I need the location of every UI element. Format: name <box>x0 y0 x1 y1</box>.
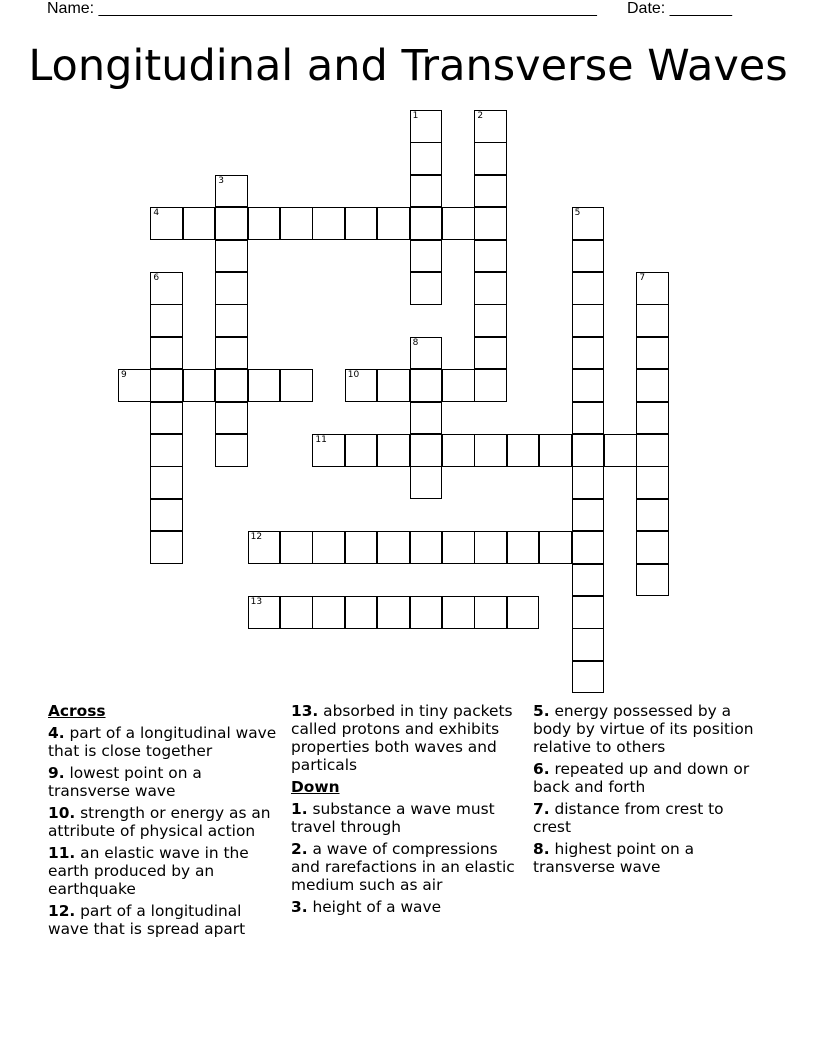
crossword-cell[interactable] <box>507 596 540 629</box>
crossword-cell[interactable] <box>410 337 443 370</box>
crossword-cell[interactable] <box>410 272 443 305</box>
cell-number: 12 <box>250 532 263 543</box>
crossword-cell[interactable] <box>442 434 475 467</box>
date-field-line: Date: _______ <box>627 0 732 17</box>
clue-number: 12. <box>48 902 76 920</box>
crossword-cell[interactable] <box>312 596 345 629</box>
clue-text: a wave of compressions and rarefactions in an elastic medium such as air <box>291 840 515 894</box>
cell-number: 2 <box>477 111 484 121</box>
clue-item <box>48 724 280 760</box>
clue-item <box>291 800 523 836</box>
crossword-cell[interactable] <box>150 272 183 305</box>
clue-item <box>533 702 765 756</box>
crossword-cell[interactable] <box>572 369 605 402</box>
crossword-cell[interactable] <box>345 596 378 629</box>
crossword-cell[interactable] <box>248 207 281 240</box>
crossword-cell[interactable] <box>215 337 248 370</box>
crossword-cell[interactable] <box>474 175 507 208</box>
cell-number: 9 <box>121 370 127 381</box>
clue-number: 9. <box>48 764 65 782</box>
crossword-cell[interactable] <box>572 402 605 435</box>
clue-item <box>533 760 765 796</box>
down-heading: Down <box>291 778 340 796</box>
crossword-cell[interactable] <box>636 564 669 597</box>
crossword-cell[interactable] <box>215 369 248 402</box>
clue-column-3 <box>533 702 765 880</box>
crossword-cell[interactable] <box>572 564 605 597</box>
crossword-cell[interactable] <box>248 531 281 564</box>
crossword-cell[interactable] <box>572 337 605 370</box>
crossword-cell[interactable] <box>410 207 443 240</box>
clue-number: 13. <box>291 702 319 720</box>
crossword-cell[interactable] <box>410 240 443 273</box>
name-field-line: Name: ________________________________________________________ <box>47 0 597 17</box>
clue-item <box>48 764 280 800</box>
crossword-cell[interactable] <box>572 466 605 499</box>
crossword-cell[interactable] <box>312 207 345 240</box>
crossword-cell[interactable] <box>539 531 572 564</box>
crossword-cell[interactable] <box>215 304 248 337</box>
clue-number: 6. <box>533 760 550 778</box>
crossword-cell[interactable] <box>150 304 183 337</box>
crossword-cell[interactable] <box>474 240 507 273</box>
clue-item <box>48 844 280 898</box>
crossword-cell[interactable] <box>572 434 605 467</box>
clue-item <box>48 804 280 840</box>
clue-number: 2. <box>291 840 308 858</box>
crossword-cell[interactable] <box>442 369 475 402</box>
crossword-cell[interactable] <box>442 531 475 564</box>
clue-number: 3. <box>291 898 308 916</box>
crossword-cell[interactable] <box>572 628 605 661</box>
crossword-cell[interactable] <box>572 272 605 305</box>
clue-text: substance a wave must travel through <box>291 800 495 836</box>
clue-text: repeated up and down or back and forth <box>533 760 750 796</box>
crossword-cell[interactable] <box>410 531 443 564</box>
crossword-cell[interactable] <box>345 434 378 467</box>
cell-number: 13 <box>250 597 263 607</box>
crossword-cell[interactable] <box>474 207 507 240</box>
crossword-cell[interactable] <box>215 207 248 240</box>
crossword-cell[interactable] <box>442 207 475 240</box>
crossword-cell[interactable] <box>345 531 378 564</box>
crossword-cell[interactable] <box>248 369 281 402</box>
crossword-cell[interactable] <box>150 531 183 564</box>
crossword-cell[interactable] <box>636 434 669 467</box>
crossword-cell[interactable] <box>572 207 605 240</box>
clue-item <box>533 800 765 836</box>
crossword-cell[interactable] <box>474 337 507 370</box>
crossword-cell[interactable] <box>150 434 183 467</box>
crossword-cell[interactable] <box>377 596 410 629</box>
clue-column-2 <box>291 702 523 920</box>
crossword-cell[interactable] <box>248 596 281 629</box>
crossword-cell[interactable] <box>474 369 507 402</box>
crossword-cell[interactable] <box>150 402 183 435</box>
crossword-cell[interactable] <box>150 337 183 370</box>
crossword-cell[interactable] <box>507 531 540 564</box>
crossword-cell[interactable] <box>410 402 443 435</box>
crossword-cell[interactable] <box>474 110 507 143</box>
cell-number: 10 <box>347 370 360 381</box>
clue-number: 10. <box>48 804 76 822</box>
crossword-cell[interactable] <box>150 499 183 532</box>
crossword-cell[interactable] <box>410 110 443 143</box>
clue-text: part of a longitudinal wave that is spread apart <box>48 902 246 938</box>
crossword-cell[interactable] <box>377 369 410 402</box>
crossword-cell[interactable] <box>636 337 669 370</box>
crossword-cell[interactable] <box>474 531 507 564</box>
crossword-cell[interactable] <box>636 369 669 402</box>
cell-number: 3 <box>218 175 224 186</box>
across-clue-list-continued <box>291 702 523 774</box>
clue-text: strength or energy as an attribute of physical action <box>48 804 271 840</box>
cell-number: 11 <box>315 435 327 445</box>
page-title: Longitudinal and Transverse Waves <box>28 41 788 91</box>
across-heading: Across <box>48 702 106 720</box>
crossword-cell[interactable] <box>312 434 345 467</box>
clue-number: 7. <box>533 800 550 818</box>
clue-item <box>533 840 765 876</box>
clue-item <box>48 902 280 938</box>
clue-text: highest point on a transverse wave <box>533 840 695 876</box>
crossword-cell[interactable] <box>215 272 248 305</box>
crossword-cell[interactable] <box>442 596 475 629</box>
clue-number: 5. <box>533 702 550 720</box>
crossword-cell[interactable] <box>572 661 605 694</box>
crossword-cell[interactable] <box>507 434 540 467</box>
cell-number: 6 <box>153 273 160 283</box>
crossword-cell[interactable] <box>572 596 605 629</box>
clue-item <box>291 840 523 894</box>
crossword-cell[interactable] <box>410 434 443 467</box>
crossword-cell[interactable] <box>474 142 507 175</box>
crossword-cell[interactable] <box>410 175 443 208</box>
down-clue-list <box>291 800 523 916</box>
clue-number: 8. <box>533 840 550 858</box>
crossword-cell[interactable] <box>215 402 248 435</box>
crossword-cell[interactable] <box>474 304 507 337</box>
crossword-cell[interactable] <box>345 369 378 402</box>
crossword-cell[interactable] <box>377 531 410 564</box>
crossword-cell[interactable] <box>280 207 313 240</box>
crossword-cell[interactable] <box>474 272 507 305</box>
clue-number: 11. <box>48 844 76 862</box>
crossword-cell[interactable] <box>280 531 313 564</box>
crossword-cell[interactable] <box>636 402 669 435</box>
cell-number: 5 <box>574 208 581 219</box>
across-clue-list <box>48 724 280 938</box>
crossword-cell[interactable] <box>410 142 443 175</box>
crossword-cell[interactable] <box>150 207 183 240</box>
crossword-cell[interactable] <box>636 466 669 499</box>
crossword-cell[interactable] <box>410 466 443 499</box>
cell-number: 4 <box>153 208 160 219</box>
crossword-cell[interactable] <box>636 304 669 337</box>
crossword-cell[interactable] <box>312 531 345 564</box>
clue-item <box>291 702 523 774</box>
clue-number: 1. <box>291 800 308 818</box>
crossword-cell[interactable] <box>215 240 248 273</box>
crossword-cell[interactable] <box>410 369 443 402</box>
crossword-cell[interactable] <box>636 499 669 532</box>
crossword-cell[interactable] <box>345 207 378 240</box>
crossword-cell[interactable] <box>183 369 216 402</box>
clue-text: distance from crest to crest <box>533 800 724 836</box>
down-clue-list-continued <box>533 702 765 876</box>
crossword-cell[interactable] <box>636 531 669 564</box>
clue-column-1 <box>48 702 280 942</box>
clue-text: absorbed in tiny packets called protons and exhibits properties both waves and particals <box>291 702 513 774</box>
clue-text: energy possessed by a body by virtue of its position relative to others <box>533 702 754 756</box>
cell-number: 7 <box>639 273 646 283</box>
cell-number: 8 <box>412 337 419 348</box>
crossword-cell[interactable] <box>572 304 605 337</box>
crossword-cell[interactable] <box>539 434 572 467</box>
clue-number: 4. <box>48 724 65 742</box>
crossword-cell[interactable] <box>474 434 507 467</box>
clue-text: part of a longitudinal wave that is close together <box>48 724 277 760</box>
crossword-cell[interactable] <box>474 596 507 629</box>
crossword-cell[interactable] <box>183 207 216 240</box>
crossword-cell[interactable] <box>377 434 410 467</box>
cell-number: 1 <box>412 111 419 121</box>
crossword-cell[interactable] <box>572 499 605 532</box>
clue-text: lowest point on a transverse wave <box>48 764 202 800</box>
crossword-cell[interactable] <box>150 466 183 499</box>
crossword-cell[interactable] <box>572 531 605 564</box>
crossword-cell[interactable] <box>150 369 183 402</box>
crossword-cell[interactable] <box>377 207 410 240</box>
clue-text: height of a wave <box>307 898 442 916</box>
clue-item <box>291 898 523 916</box>
crossword-cell[interactable] <box>604 434 637 467</box>
crossword-cell[interactable] <box>215 175 248 208</box>
crossword-cell[interactable] <box>572 240 605 273</box>
crossword-cell[interactable] <box>280 596 313 629</box>
crossword-cell[interactable] <box>280 369 313 402</box>
crossword-cell[interactable] <box>636 272 669 305</box>
crossword-cell[interactable] <box>410 596 443 629</box>
crossword-cell[interactable] <box>215 434 248 467</box>
clue-text: an elastic wave in the earth produced by an earthquake <box>48 844 249 898</box>
crossword-cell[interactable] <box>118 369 151 402</box>
